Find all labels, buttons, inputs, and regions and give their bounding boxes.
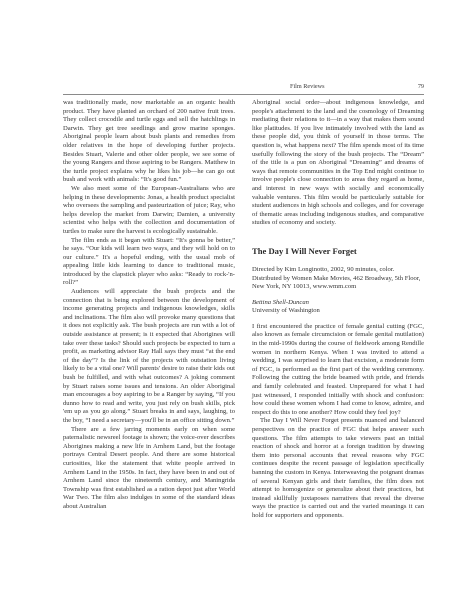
spacer: [252, 316, 424, 323]
left-column: [63, 99, 235, 512]
section-label: Film Reviews: [290, 83, 325, 90]
body-paragraph: The Day I Will Never Forget presents nuanced and balanced perspectives on the practice of FGC that helps answer such questions. The film attempts to take viewers past an initial reaction of shock and horror at a foreign tradition by drawing them into personal accounts that reveal reasons why FGC continues despite the recent passage of legislation specifically banning the custom in Kenya. Interweaving the poignant dramas of several Kenyan girls and their families, the film does not attempt to homogenize or generalize about their practices, but instead skillfully juxtaposes narratives that reveal the diverse ways the practice is carried out and the varied meanings it can hold for supporters and opponents.: [252, 417, 424, 519]
body-paragraph: Audiences will appreciate the bush projects and the connection that is being explored between the development of income generating projects and indigenous knowledges, skills and inclinations. The film also will provoke many questions that it does not explicitly ask. The bush projects are run with a lot of outside assistance at present; is it expected that Aborigines will take over these tasks? Should such projects be expected to turn a profit, as marketing advisor Ray Hall says they must “at the end of the day”? Is the link of the projects with outstation living likely to be a vital one? Will parents' desire to raise their kids out bush be fulfilled, and with what outcomes? A joking comment by Stuart raises some issues and tensions. An older Aboriginal man encourages a boy aspiring to be a Ranger by saying, “If you dunno how to read and write, you just rely on bush skills, pick 'em up as you go along.” Stuart breaks in and says, laughing, to the boy, “I need a secretary—you'll be in an office sitting down.”: [63, 288, 235, 424]
body-paragraph: Aboriginal social order—about indigenous knowledge, and people's attachment to the land and the cosmology of Dreaming mediating their relations to it—in a way that makes them sound like platitudes. If you live intimately involved with the land as these people did, you think of yourself in those terms. The question is, what happens next? The film spends most of its time usefully following the story of the bush projects. The “Dream” of the title is a pun on Aboriginal “Dreaming” and dreams of ways that remote communities in the Top End might continue to involve people's close connection to areas they regard as home, and interest in new ways with socially and economically valuable ventures. This film would be particularly suitable for student audiences in high schools and colleges, and for coverage of thematic areas including indigenous studies, and comparative studies of economy and society.: [252, 99, 424, 227]
reviewer-block: [252, 299, 424, 316]
body-paragraph: We also meet some of the European-Australians who are helping in these developments: Jonas, a health product specialist who oversees the sampling and pasteurization of juice; Ray, who helps develop the market from Darwin; Damien, a university scientist who helps with the collection and documentation of turtles to make sure the harvest is ecologically sustainable.: [63, 184, 235, 235]
header-rule: [63, 94, 424, 95]
reviewer-name: Bettina Shell-Duncan: [252, 298, 309, 306]
body-paragraph: There are a few jarring moments early on when some paternalistic newsreel footage is shown; the voice-over describes Aborigines making a new life in Arnhem Land, but the footage portrays Central Desert people. And there are some historical curiosities, like the statement that white people arrived in Arnhem Land in the 1950s. In fact, they have been in and out of Arnhem Land since the nineteenth century, and Maningrida Township was first established as a ration depot just after World War Two. The film also indulges in some of the standard ideas about Australian: [63, 425, 235, 510]
body-paragraph: The film ends as it began with Stuart: “It's gonna be better,” he says. “Our kids will learn two ways, and they will hold on to our culture.” It's a hopeful ending, with the usual mob of appealing little kids learning to dance to traditional music, introduced by the clapstick player who asks: “Ready to rock-'n-roll?”: [63, 236, 235, 287]
body-paragraph: I first encountered the practice of female genital cutting (FGC, also known as female circumcision or female genital mutilation) in the mid-1990s during the course of fieldwork among Rendille women in northern Kenya. When I was invited to attend a wedding, I was surprised to learn that excision, a moderate form of FGC, is performed as the first part of the wedding ceremony. Following the cutting the bride beamed with pride, and friends and family celebrated and feasted. Unprepared for what I had just witnessed, I responded initially with shock and confusion: how could these women whom I had come to know, admire, and respect do this to one another? How could they feel joy?: [252, 322, 424, 416]
review-title: The Day I Will Never Forget: [252, 245, 357, 256]
film-info: Directed by Kim Longinotto, 2002, 90 minutes, color. Distributed by Women Make Movies, 462 Broadway, 5th Floor, New York, NY 10013, www.wmm.com: [252, 265, 421, 291]
right-column: [252, 99, 424, 521]
reviewer-affiliation: University of Washington: [252, 307, 320, 315]
page-number: 79: [417, 83, 424, 90]
running-header: [290, 83, 424, 90]
body-paragraph: was traditionally made, now marketable as an organic health product. They have planted an orchard of 200 native fruit trees. They collect crocodile and turtle eggs and sell the hatchlings in Darwin. They get tree seedlings and grow marine sponges. Aboriginal people learn about bush plants and remedies from older relatives in the hope of developing further projects. Besides Stuart, Valerie and other older people, we see some of the young Rangers and those aspiring to be Rangers. Matthew in the turtle project explains why he likes his job—he can go out bush and work with animals: “It's good fun.”: [63, 99, 235, 184]
